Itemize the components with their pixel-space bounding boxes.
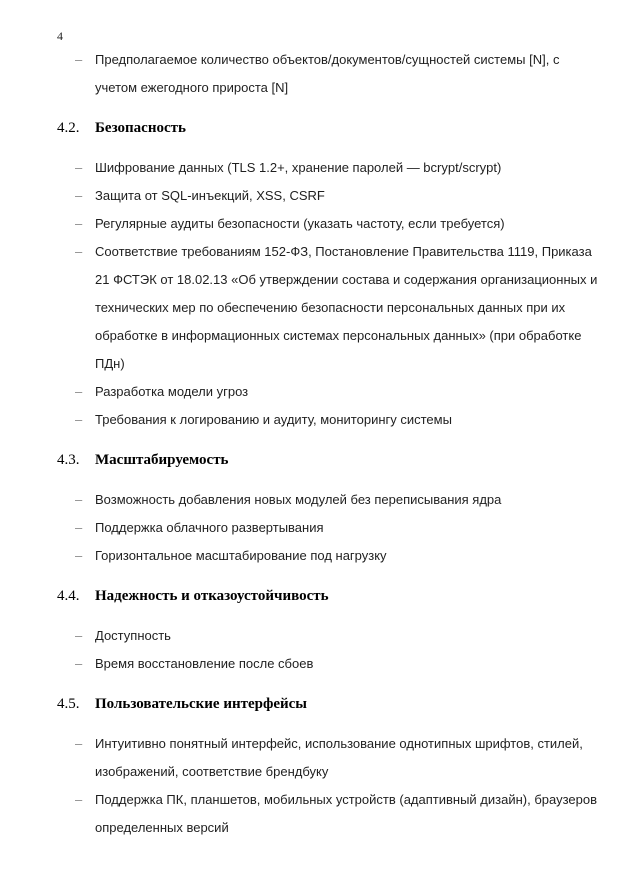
bullet-dash: –: [75, 188, 83, 203]
list-item-text: Время восстановление после сбоев: [95, 656, 314, 671]
section-heading-4-2: [57, 114, 598, 142]
list-item: [57, 786, 598, 842]
list-item: [57, 486, 598, 514]
bullet-dash: –: [75, 216, 83, 231]
section-heading-4-3: [57, 446, 598, 474]
list-item-text: Разработка модели угроз: [95, 384, 249, 399]
bullet-dash: –: [75, 520, 83, 535]
list-item: [57, 730, 598, 786]
list-item: [57, 622, 598, 650]
section-number: 4.5.: [57, 696, 80, 712]
page-content: [57, 46, 598, 842]
list-item-text: Доступность: [95, 628, 171, 643]
list-item-text: Возможность добавления новых модулей без переписывания ядра: [95, 492, 502, 507]
list-item-text: Интуитивно понятный интерфейс, использование однотипных шрифтов, стилей, изображений, соответствие брендбуку: [95, 736, 583, 779]
section-heading-4-4: [57, 582, 598, 610]
bullet-dash: –: [75, 52, 83, 67]
list-item-text: Поддержка ПК, планшетов, мобильных устройств (адаптивный дизайн), браузеров определенных версий: [95, 792, 598, 835]
bullet-dash: –: [75, 412, 83, 427]
bullet-dash: –: [75, 244, 83, 259]
list-item: [57, 378, 598, 406]
section-title: Пользовательские интерфейсы: [95, 696, 308, 712]
bullet-dash: –: [75, 548, 83, 563]
bullet-dash: –: [75, 736, 83, 751]
section-title: Безопасность: [95, 120, 186, 136]
section-heading-4-5: [57, 690, 598, 718]
bullet-dash: –: [75, 384, 83, 399]
list-item: [57, 514, 598, 542]
list-item: [57, 182, 598, 210]
list-item-text: Регулярные аудиты безопасности (указать частоту, если требуется): [95, 216, 505, 231]
list-item-text: Горизонтальное масштабирование под нагрузку: [95, 548, 387, 563]
list-item: [57, 46, 598, 102]
list-item: [57, 154, 598, 182]
list-item-text: Поддержка облачного развертывания: [95, 520, 324, 535]
section-number: 4.3.: [57, 452, 80, 468]
bullet-dash: –: [75, 792, 83, 807]
section-number: 4.2.: [57, 120, 80, 136]
list-item: [57, 542, 598, 570]
page-number: 4: [57, 29, 63, 43]
list-item-text: Предполагаемое количество объектов/документов/сущностей системы [N], с учетом ежегодного прироста [N]: [95, 52, 560, 95]
list-item-text: Требования к логированию и аудиту, мониторингу системы: [95, 412, 452, 427]
list-item: [57, 406, 598, 434]
bullet-dash: –: [75, 492, 83, 507]
list-item-text: Шифрование данных (TLS 1.2+, хранение паролей — bcrypt/scrypt): [95, 160, 502, 175]
section-title: Масштабируемость: [95, 452, 229, 468]
list-item: [57, 238, 598, 378]
list-item: [57, 210, 598, 238]
section-title: Надежность и отказоустойчивость: [95, 588, 329, 604]
bullet-dash: –: [75, 160, 83, 175]
bullet-dash: –: [75, 656, 83, 671]
list-item-text: Защита от SQL-инъекций, XSS, CSRF: [95, 188, 325, 203]
section-number: 4.4.: [57, 588, 80, 604]
bullet-dash: –: [75, 628, 83, 643]
list-item: [57, 650, 598, 678]
list-item-text: Соответствие требованиям 152-ФЗ, Постановление Правительства 1119, Приказа 21 ФСТЭК от 18.02.13 «Об утверждении состава и содержания организационных и технических мер по обеспечению безопасности персональных данных при их обработке в информационных системах персональных данных» (при обработке ПДн): [95, 244, 598, 371]
